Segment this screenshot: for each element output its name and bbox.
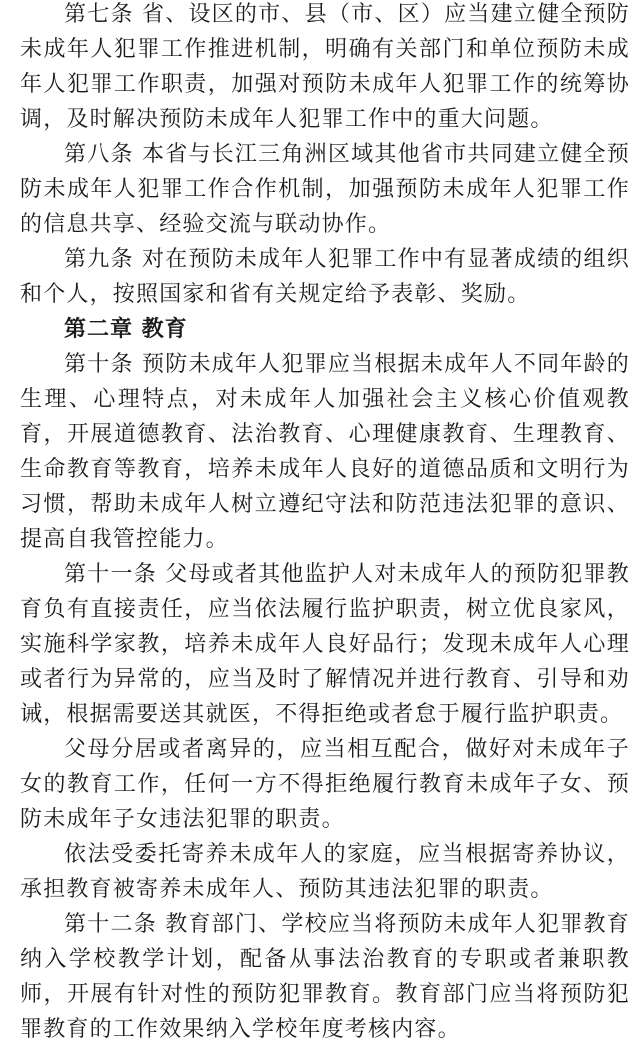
chapter-heading: 第二章 教育 bbox=[64, 317, 188, 342]
article-11-paragraph-3: 依法受委托寄养未成年人的家庭，应当根据寄养协议，承担教育被寄养未成年人、预防其违法犯罪的职责。 bbox=[20, 842, 630, 902]
article-12: 第十二条 教育部门、学校应当将预防未成年人犯罪教育纳入学校教学计划，配备从事法治教育的专职或者兼职教师，开展有针对性的预防犯罪教育。教育部门应当将预防犯罪教育的工作效果纳入学校年度考核内容。 bbox=[20, 912, 630, 1042]
article-8: 第八条 本省与长江三角洲区域其他省市共同建立健全预防未成年人犯罪工作合作机制，加强预防未成年人犯罪工作的信息共享、经验交流与联动协作。 bbox=[20, 142, 630, 237]
article-11-paragraph-2: 父母分居或者离异的，应当相互配合，做好对未成年子女的教育工作，任何一方不得拒绝履行教育未成年子女、预防未成年子女违法犯罪的职责。 bbox=[20, 737, 630, 832]
article-10: 第十条 预防未成年人犯罪应当根据未成年人不同年龄的生理、心理特点，对未成年人加强社会主义核心价值观教育，开展道德教育、法治教育、心理健康教育、生理教育、生命教育等教育，培养未成年人良好的道德品质和文明行为习惯，帮助未成年人树立遵纪守法和防范违法犯罪的意识、提高自我管控能力。 bbox=[20, 352, 630, 552]
article-11: 第十一条 父母或者其他监护人对未成年人的预防犯罪教育负有直接责任，应当依法履行监护职责，树立优良家风，实施科学家教，培养未成年人良好品行；发现未成年人心理或者行为异常的，应当及时了解情况并进行教育、引导和劝诫，根据需要送其就医，不得拒绝或者怠于履行监护职责。 bbox=[20, 562, 630, 727]
article-7: 第七条 省、设区的市、县（市、区）应当建立健全预防未成年人犯罪工作推进机制，明确有关部门和单位预防未成年人犯罪工作职责，加强对预防未成年人犯罪工作的统筹协调，及时解决预防未成年人犯罪工作中的重大问题。 bbox=[20, 2, 630, 132]
article-9: 第九条 对在预防未成年人犯罪工作中有显著成绩的组织和个人，按照国家和省有关规定给予表彰、奖励。 bbox=[20, 247, 630, 307]
